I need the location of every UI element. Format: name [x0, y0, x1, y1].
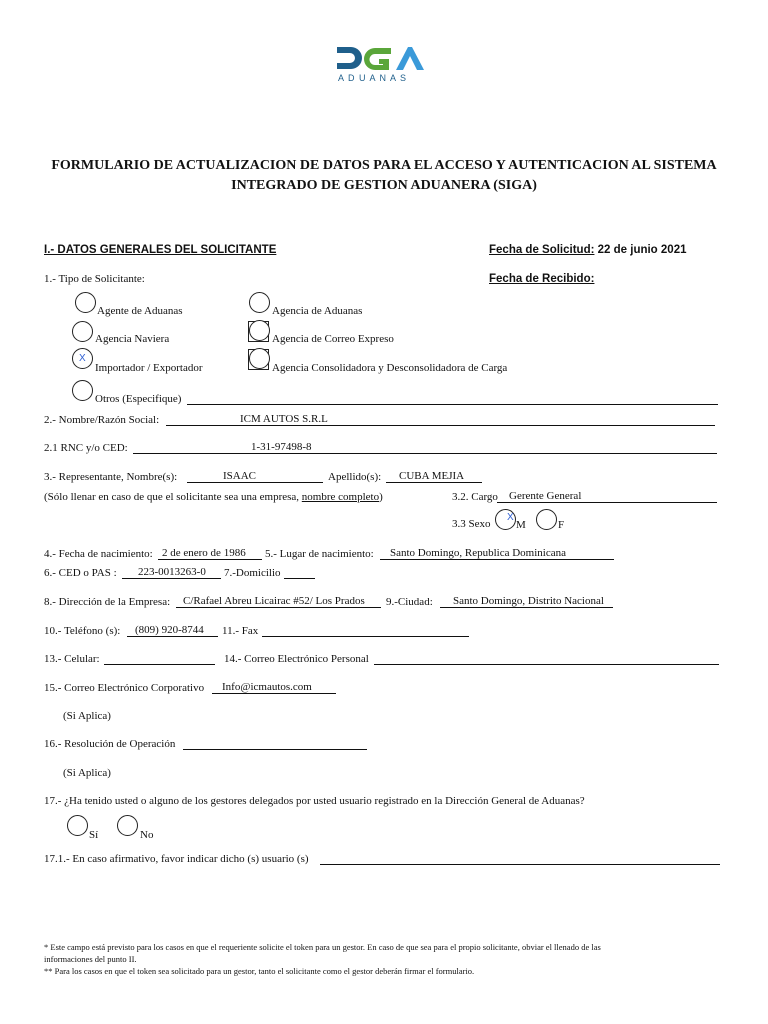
- celular-line[interactable]: [104, 664, 215, 665]
- direccion-label: 8.- Dirección de la Empresa:: [44, 596, 171, 608]
- nombre-value: ICM AUTOS S.R.L: [240, 413, 328, 425]
- fax-line[interactable]: [262, 636, 469, 637]
- direccion-value: C/Rafael Abreu Licairac #52/ Los Prados: [183, 595, 365, 607]
- rnc-value: 1-31-97498-8: [251, 441, 312, 453]
- label-agencia-naviera: Agencia Naviera: [95, 333, 170, 345]
- resolucion-label: 16.- Resolución de Operación: [44, 738, 176, 750]
- label-agente-aduanas: Agente de Aduanas: [97, 305, 183, 317]
- radio-agente-aduanas[interactable]: [75, 292, 96, 313]
- ced-value: 223-0013263-0: [138, 566, 206, 578]
- label-agencia-correo: Agencia de Correo Expreso: [272, 333, 394, 345]
- q17-label: 17.- ¿Ha tenido usted o alguno de los gestores delegados por usted usuario registrado en la Dirección General de Aduanas?: [44, 795, 585, 807]
- apellido-label: Apellido(s):: [328, 471, 382, 483]
- apellido-line[interactable]: [386, 482, 482, 483]
- fecha-solicitud-label: Fecha de Solicitud:: [489, 244, 595, 256]
- lugar-nac-value: Santo Domingo, Republica Dominicana: [390, 547, 566, 559]
- q171-line[interactable]: [320, 864, 720, 865]
- lugar-nac-label: 5.- Lugar de nacimiento:: [265, 548, 374, 560]
- domicilio-line[interactable]: [284, 578, 315, 579]
- footnote-1: * Este campo está previsto para los casos en que el requeriente solicite el token para un gestor. En caso de que sea para el propio solicitante, obviar el llenado de las: [44, 942, 601, 952]
- lugar-nac-line[interactable]: [380, 559, 614, 560]
- fecha-solicitud: [489, 244, 687, 256]
- radio-agencia-correo[interactable]: [249, 320, 270, 341]
- tipo-solicitante-label: 1.- Tipo de Solicitante:: [44, 273, 145, 285]
- representante-label: 3.- Representante, Nombre(s):: [44, 471, 178, 483]
- solo-llenar-prefix: (Sólo llenar en caso de que el solicitante sea una empresa,: [44, 491, 300, 503]
- si-aplica-1: (Si Aplica): [63, 710, 111, 722]
- fecha-nac-line[interactable]: [158, 559, 262, 560]
- radio-otros[interactable]: [72, 380, 93, 401]
- radio-agencia-aduanas[interactable]: [249, 292, 270, 313]
- label-agencia-aduanas: Agencia de Aduanas: [272, 305, 363, 317]
- radio-agencia-naviera[interactable]: [72, 321, 93, 342]
- sexo-f-label: F: [558, 519, 565, 531]
- representante-line[interactable]: [187, 482, 323, 483]
- solo-llenar-underlined: nombre completo: [301, 491, 380, 503]
- correo-corp-line[interactable]: [212, 693, 336, 694]
- resolucion-line[interactable]: [183, 749, 367, 750]
- sexo-m-mark: X: [507, 512, 514, 523]
- telefono-line[interactable]: [127, 636, 218, 637]
- fecha-recibido-label: Fecha de Recibido:: [489, 273, 595, 285]
- fecha-solicitud-value: 22 de junio 2021: [597, 244, 687, 256]
- celular-label: 13.- Celular:: [44, 653, 100, 665]
- otros-line[interactable]: [187, 404, 718, 405]
- cargo-line[interactable]: [497, 502, 717, 503]
- label-otros: Otros (Especifique): [95, 393, 182, 405]
- sexo-m-label: M: [516, 519, 526, 531]
- telefono-value: (809) 920-8744: [135, 624, 204, 636]
- ciudad-label: 9.-Ciudad:: [386, 596, 433, 608]
- fecha-nac-value: 2 de enero de 1986: [162, 547, 246, 559]
- footnote-3: ** Para los casos en que el token sea solicitado para un gestor, tanto el solicitante como el gestor deberán firmar el formulario.: [44, 966, 475, 976]
- correo-personal-label: 14.- Correo Electrónico Personal: [224, 653, 369, 665]
- radio-q17-si[interactable]: [67, 815, 88, 836]
- ciudad-value: Santo Domingo, Distrito Nacional: [453, 595, 604, 607]
- radio-q17-no[interactable]: [117, 815, 138, 836]
- direccion-line[interactable]: [176, 607, 381, 608]
- dga-logo-mark: [334, 44, 434, 74]
- sexo-label: 3.3 Sexo: [452, 518, 491, 530]
- telefono-label: 10.- Teléfono (s):: [44, 625, 121, 637]
- domicilio-label: 7.-Domicilio: [224, 567, 281, 579]
- ced-label: 6.- CED o PAS :: [44, 567, 117, 579]
- fecha-nac-label: 4.- Fecha de nacimiento:: [44, 548, 153, 560]
- nombre-line[interactable]: [166, 425, 715, 426]
- ced-line[interactable]: [122, 578, 221, 579]
- label-consolidadora: Agencia Consolidadora y Desconsolidadora de Carga: [272, 362, 508, 374]
- rnc-line[interactable]: [133, 453, 717, 454]
- solo-llenar-suffix: ): [379, 491, 383, 503]
- si-aplica-2: (Si Aplica): [63, 767, 111, 779]
- q17-si-label: Sí: [89, 829, 99, 841]
- rnc-label: 2.1 RNC y/o CED:: [44, 442, 128, 454]
- ciudad-line[interactable]: [440, 607, 613, 608]
- apellido-value: CUBA MEJIA: [399, 470, 465, 482]
- representante-value: ISAAC: [223, 470, 257, 482]
- fax-label: 11.- Fax: [222, 625, 259, 637]
- section-heading: I.- DATOS GENERALES DEL SOLICITANTE: [44, 244, 277, 256]
- label-importador: Importador / Exportador: [95, 362, 203, 374]
- radio-sexo-f[interactable]: [536, 509, 557, 530]
- nombre-label: 2.- Nombre/Razón Social:: [44, 414, 160, 426]
- cargo-label: 3.2. Cargo: [452, 491, 498, 503]
- correo-corp-label: 15.- Correo Electrónico Corporativo: [44, 682, 205, 694]
- q17-no-label: No: [140, 829, 154, 841]
- form-title-line2: INTEGRADO DE GESTION ADUANERA (SIGA): [231, 178, 537, 193]
- dga-logo-subtitle: A D U A N A S: [338, 73, 408, 83]
- form-title-line1: FORMULARIO DE ACTUALIZACION DE DATOS PARA EL ACCESO Y AUTENTICACION AL SISTEMA: [51, 158, 717, 173]
- solo-llenar-note: [44, 491, 383, 503]
- correo-corp-value: Info@icmautos.com: [222, 681, 312, 693]
- correo-personal-line[interactable]: [374, 664, 719, 665]
- dga-logo: [334, 44, 434, 88]
- radio-consolidadora[interactable]: [249, 348, 270, 369]
- importador-selected-mark: X: [79, 353, 86, 364]
- cargo-value: Gerente General: [509, 490, 582, 502]
- q171-label: 17.1.- En caso afirmativo, favor indicar dicho (s) usuario (s): [44, 853, 309, 865]
- form-title: [40, 156, 728, 196]
- footnote-2: informaciones del punto II.: [44, 954, 137, 964]
